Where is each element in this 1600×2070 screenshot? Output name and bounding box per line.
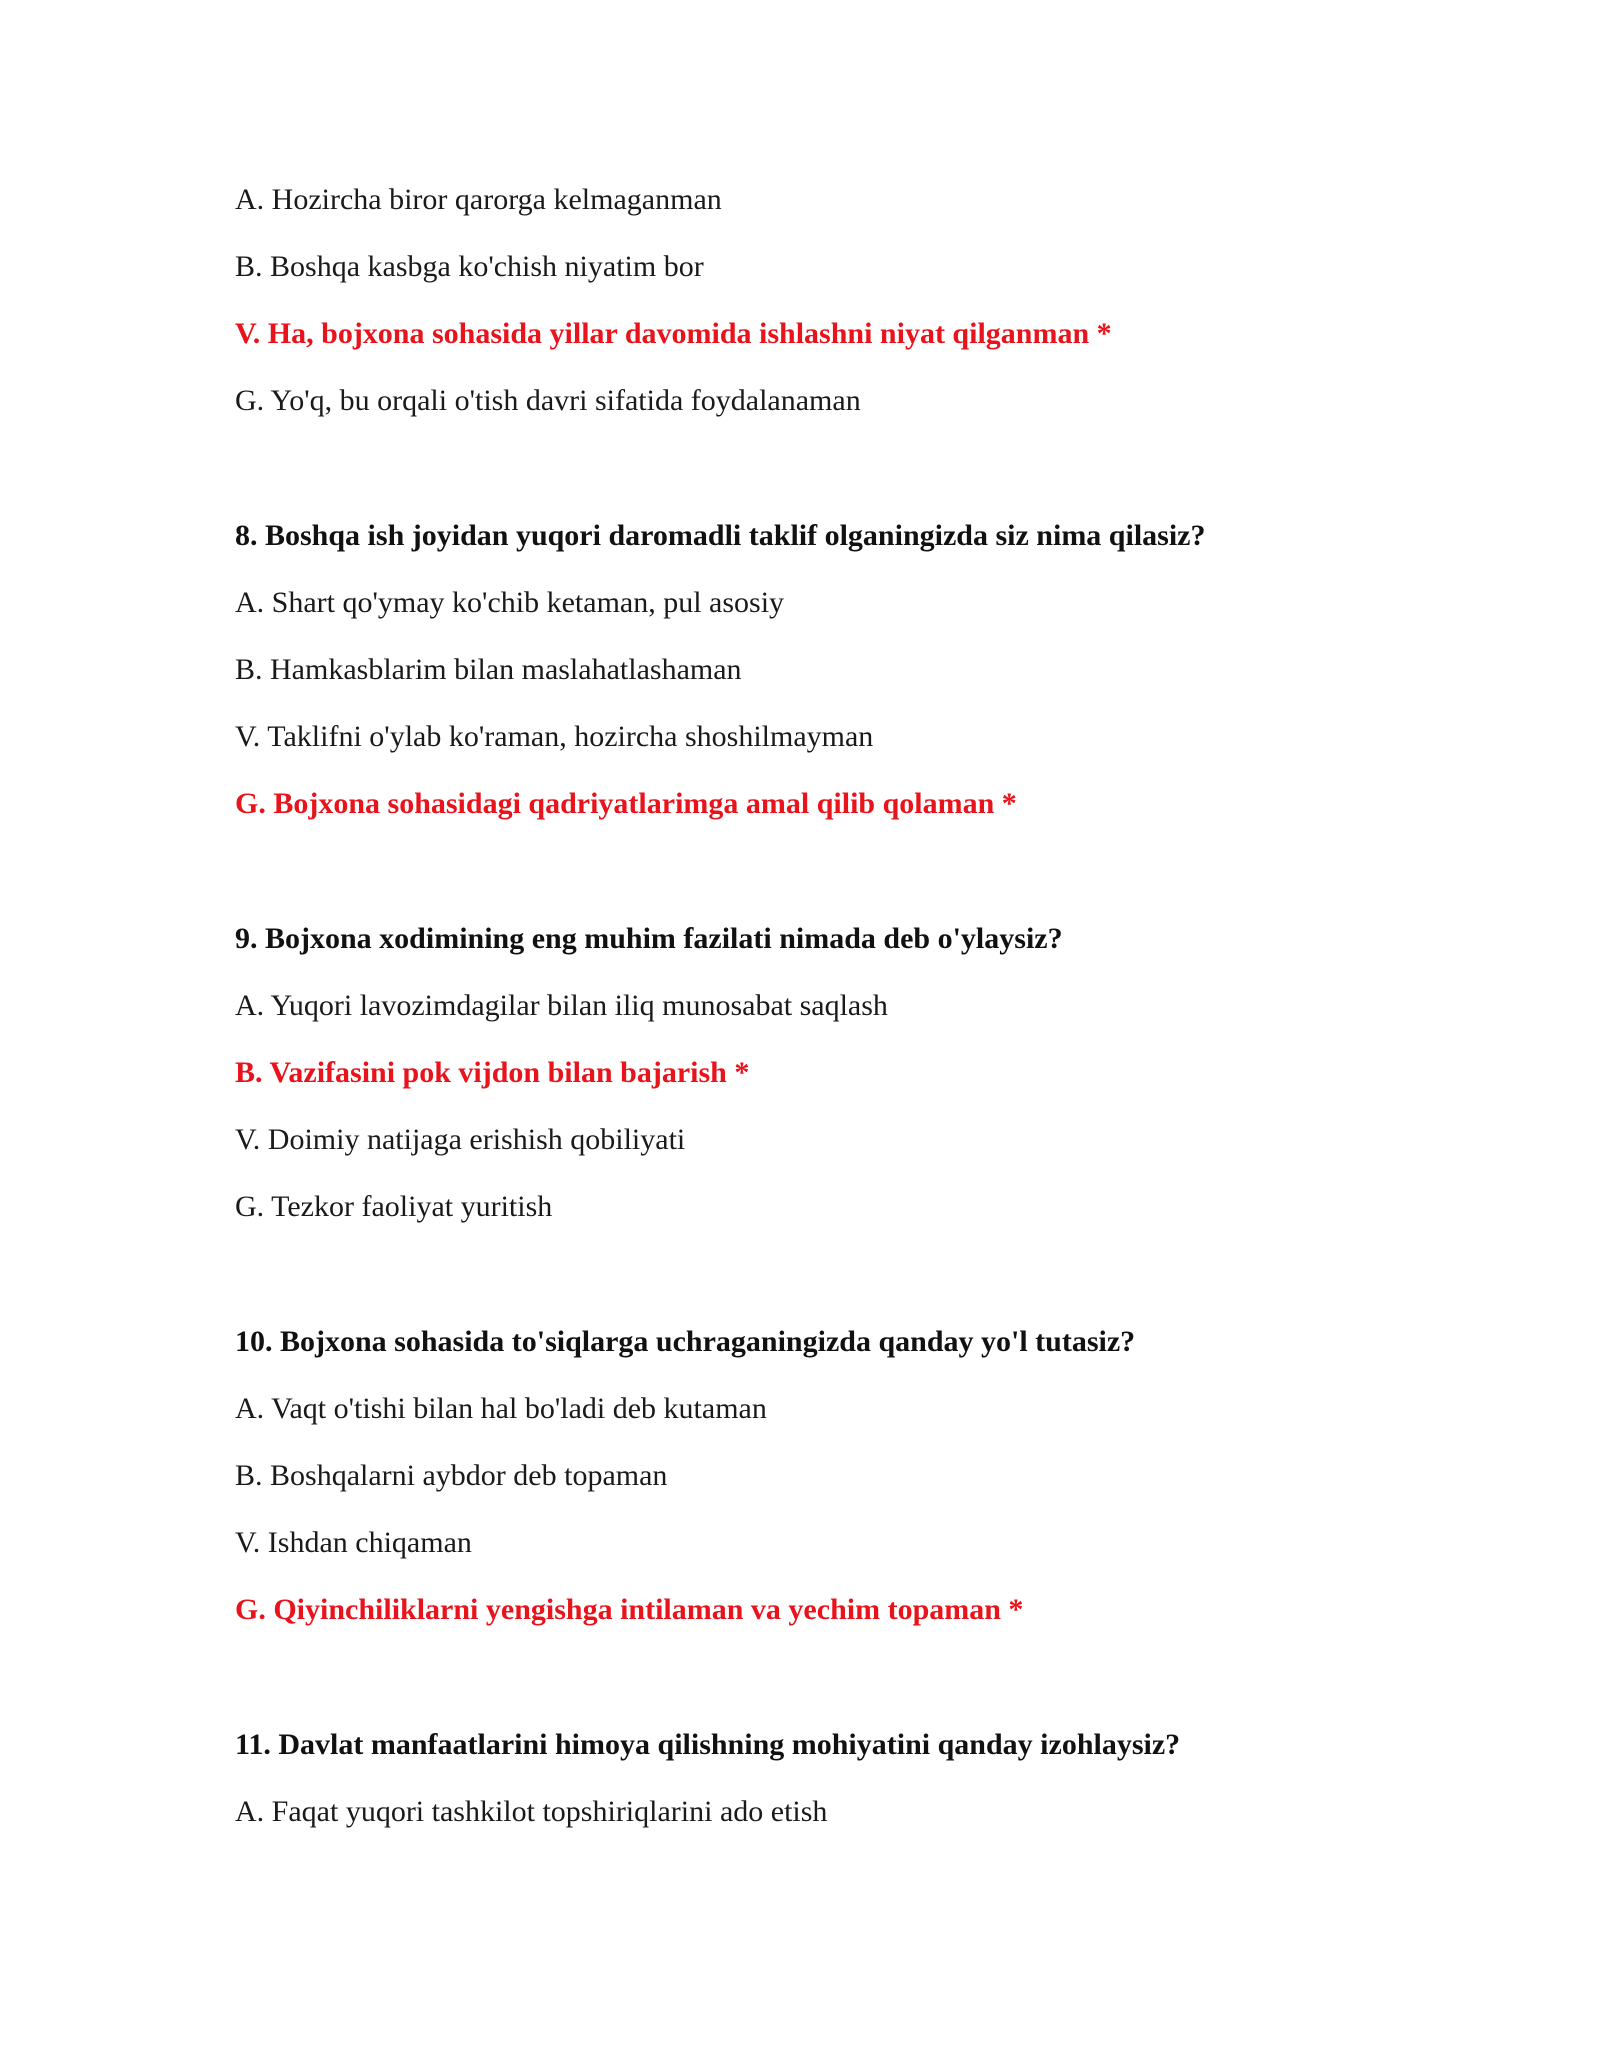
question-block-11 bbox=[235, 1727, 1415, 1830]
question-text: 10. Bojxona sohasida to'siqlarga uchraganingizda qanday yo'l tutasiz? bbox=[235, 1325, 1136, 1358]
question-block-7 bbox=[235, 182, 1415, 419]
question-text: 11. Davlat manfaatlarini himoya qilishning mohiyatini qanday izohlaysiz? bbox=[235, 1728, 1181, 1761]
answer-option: B. Boshqalarni aybdor deb topaman bbox=[235, 1459, 668, 1492]
question-text: 9. Bojxona xodimining eng muhim fazilati nimada deb o'ylaysiz? bbox=[235, 922, 1063, 955]
answer-option: V. Doimiy natijaga erishish qobiliyati bbox=[235, 1123, 686, 1156]
answer-option-correct: V. Ha, bojxona sohasida yillar davomida ishlashni niyat qilganman * bbox=[235, 317, 1112, 350]
answer-option-correct: G. Qiyinchiliklarni yengishga intilaman va yechim topaman * bbox=[235, 1593, 1024, 1626]
answer-option: A. Hozircha biror qarorga kelmaganman bbox=[235, 183, 722, 216]
answer-option: A. Faqat yuqori tashkilot topshiriqlarini ado etish bbox=[235, 1795, 828, 1828]
question-block-10 bbox=[235, 1324, 1415, 1628]
section-gap bbox=[235, 1659, 1415, 1727]
answer-option: V. Ishdan chiqaman bbox=[235, 1526, 472, 1559]
document-content bbox=[235, 182, 1415, 1861]
answer-option: A. Shart qo'ymay ko'chib ketaman, pul asosiy bbox=[235, 586, 785, 619]
section-gap bbox=[235, 853, 1415, 921]
answer-option: A. Yuqori lavozimdagilar bilan iliq munosabat saqlash bbox=[235, 989, 888, 1022]
answer-option: A. Vaqt o'tishi bilan hal bo'ladi deb kutaman bbox=[235, 1392, 767, 1425]
question-block-9 bbox=[235, 921, 1415, 1225]
answer-option: B. Boshqa kasbga ko'chish niyatim bor bbox=[235, 250, 704, 283]
answer-option: G. Yo'q, bu orqali o'tish davri sifatida foydalanaman bbox=[235, 384, 861, 417]
question-block-8 bbox=[235, 518, 1415, 822]
answer-option: B. Hamkasblarim bilan maslahatlashaman bbox=[235, 653, 742, 686]
answer-option-correct: B. Vazifasini pok vijdon bilan bajarish * bbox=[235, 1056, 750, 1089]
answer-option: V. Taklifni o'ylab ko'raman, hozircha shoshilmayman bbox=[235, 720, 874, 753]
section-gap bbox=[235, 450, 1415, 518]
answer-option: G. Tezkor faoliyat yuritish bbox=[235, 1190, 553, 1223]
question-text: 8. Boshqa ish joyidan yuqori daromadli taklif olganingizda siz nima qilasiz? bbox=[235, 519, 1206, 552]
answer-option-correct: G. Bojxona sohasidagi qadriyatlarimga amal qilib qolaman * bbox=[235, 787, 1017, 820]
section-gap bbox=[235, 1256, 1415, 1324]
